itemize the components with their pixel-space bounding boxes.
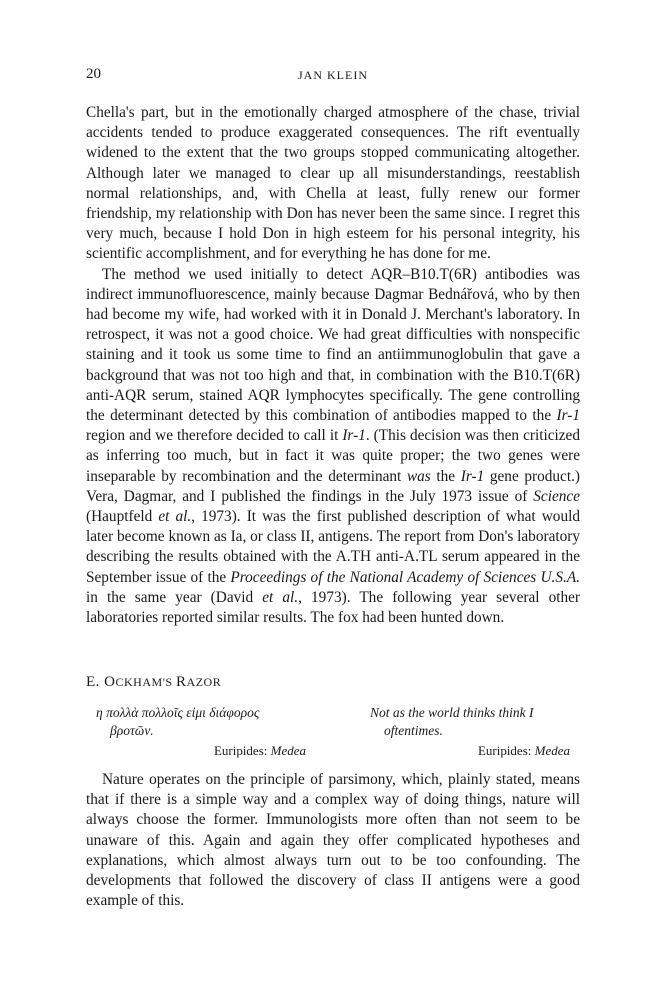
running-head: JAN KLEIN bbox=[298, 68, 368, 82]
page-header bbox=[86, 66, 580, 86]
body-text-bottom bbox=[86, 770, 580, 911]
epigraph-english-attribution: Euripides: Medea bbox=[477, 743, 570, 758]
epigraph-greek bbox=[96, 704, 306, 760]
epigraph-english bbox=[370, 704, 570, 760]
epigraph-greek-attribution: Euripides: Medea bbox=[213, 743, 306, 758]
paragraph-2: The method we used initially to detect AQR–B10.T(6R) antibodies was indirect immunofluorescence, mainly because Dagmar Bednářová, who by then had become my wife, had worked with it in Donald J. Merchant's laboratory. In retrospect, it was not a good choice. We had great difficulties with nonspecific staining and it took us some time to find an antiimmunoglobulin that gave a background that was not too high and that, in combination with the B10.T(6R) anti-AQR serum, stained AQR lymphocytes specifically. The gene controlling the determinant detected by this combination of antibodies mapped to the Ir-1 region and we therefore decided to call it Ir-1. (This decision was then criticized as inferring too much, but in fact it was quite proper; the two genes were inseparable by recombination and the determinant was the Ir-1 gene product.) Vera, Dagmar, and I published the findings in the July 1973 issue of Science (Hauptfeld et al., 1973). It was the first published description of what would later become known as Ia, or class II, antigens. The report from Don's laboratory describing the results obtained with the A.TH anti-A.TL serum appeared in the September issue of the Proceedings of the National Academy of Sciences U.S.A. in the same year (David et al., 1973). The following year several other laboratories reported similar results. The fox had been hunted down. bbox=[86, 265, 581, 627]
paragraph-3: Nature operates on the principle of parsimony, which, plainly stated, means that if there is a simple way and a complex way of doing things, nature will always choose the former. Immunologists more often than not seem to be unaware of this. Again and again they offer complicated hypotheses and explanations, which almost always turn out to be too confounding. The developments that followed the discovery of class II antigens were a good example of this. bbox=[86, 771, 580, 910]
epigraph-greek-quote: η πολλὰ πολλοῖς εἰμι διάφορος βροτῶν. bbox=[96, 705, 260, 738]
epigraph-english-quote: Not as the world thinks think I oftentimes. bbox=[370, 705, 534, 738]
paragraph-1: Chella's part, but in the emotionally charged atmosphere of the chase, trivial accidents tended to produce exaggerated consequences. The rift eventually widened to the extent that the two groups stopped communicating altogether. Although later we managed to clear up all misunderstandings, reestablish normal relationships, and, with Chella at least, fully renew our former friendship, my relationship with Don has never been the same since. I regret this very much, because I hold Don in high esteem for his personal integrity, his scientific accomplishment, and for everything he has done for me. bbox=[86, 104, 580, 263]
page-number: 20 bbox=[86, 66, 101, 82]
body-text-top bbox=[86, 103, 580, 628]
section-heading: E. OCKHAM'S RAZOR bbox=[86, 674, 222, 690]
